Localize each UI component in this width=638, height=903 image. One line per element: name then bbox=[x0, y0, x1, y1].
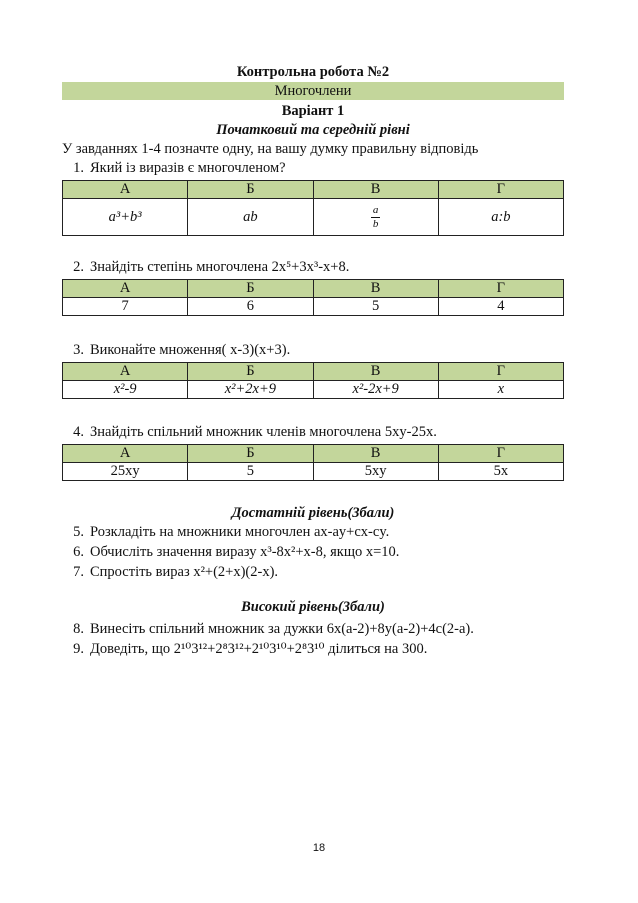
option-b-header: Б bbox=[188, 363, 313, 381]
option-a-answer: 7 bbox=[63, 298, 188, 316]
answer-table-1 bbox=[62, 180, 564, 236]
question-7 bbox=[62, 563, 278, 581]
option-d-answer: a:b bbox=[438, 199, 563, 236]
question-1 bbox=[62, 159, 286, 177]
option-a-header: А bbox=[63, 445, 188, 463]
level-high-heading: Високий рівень(3бали) bbox=[241, 599, 385, 615]
option-c-header: В bbox=[313, 445, 438, 463]
question-number: 5. bbox=[73, 524, 84, 540]
answer-header-row bbox=[63, 280, 564, 298]
answer-header-row bbox=[63, 445, 564, 463]
option-d-header: Г bbox=[438, 280, 563, 298]
option-d-answer: 5x bbox=[438, 463, 563, 481]
question-number: 6. bbox=[73, 544, 84, 560]
variant-label: Варіант 1 bbox=[281, 103, 345, 119]
option-b-answer: 6 bbox=[188, 298, 313, 316]
option-d-header: Г bbox=[438, 181, 563, 199]
question-number: 7. bbox=[73, 564, 84, 580]
question-3 bbox=[62, 341, 290, 359]
option-a-header: А bbox=[63, 363, 188, 381]
fraction-a-over-b: $\frac{a}{b}$ bbox=[372, 203, 379, 230]
question-text: Обчисліть значення виразу x³-8x²+x-8, якщо x=10. bbox=[90, 544, 400, 560]
option-b-answer: 5 bbox=[188, 463, 313, 481]
answer-row bbox=[63, 381, 564, 399]
option-a-header: А bbox=[63, 181, 188, 199]
question-text: Який із виразів є многочленом? bbox=[90, 160, 286, 176]
option-c-answer bbox=[313, 199, 438, 236]
answer-row bbox=[63, 463, 564, 481]
answer-table-3 bbox=[62, 362, 564, 399]
question-text: Виконайте множення( x-3)(x+3). bbox=[90, 342, 291, 358]
option-c-answer: 5xy bbox=[313, 463, 438, 481]
option-c-header: В bbox=[313, 181, 438, 199]
question-number: 2. bbox=[73, 259, 84, 275]
question-text: Доведіть, що 2¹⁰3¹²+2⁸3¹²+2¹⁰3¹⁰+2⁸3¹⁰ ділиться на 300. bbox=[90, 641, 428, 657]
question-number: 9. bbox=[73, 641, 84, 657]
question-text: Розкладіть на множники многочлен ax-ay+cx-cy. bbox=[90, 524, 390, 540]
page-number: 18 bbox=[312, 842, 326, 854]
question-text: Знайдіть спільний множник членів многочлена 5xy-25x. bbox=[90, 424, 437, 440]
question-9 bbox=[62, 640, 427, 658]
option-a-answer: 25xy bbox=[63, 463, 188, 481]
option-b-answer: ab bbox=[188, 199, 313, 236]
option-d-answer: x bbox=[438, 381, 563, 399]
question-4 bbox=[62, 423, 437, 441]
question-number: 8. bbox=[73, 621, 84, 637]
option-b-header: Б bbox=[188, 445, 313, 463]
option-a-answer: x²-9 bbox=[63, 381, 188, 399]
option-b-header: Б bbox=[188, 181, 313, 199]
option-a-header: А bbox=[63, 280, 188, 298]
question-text: Винесіть спільний множник за дужки 6x(a-2)+8y(a-2)+4c(2-a). bbox=[90, 621, 474, 637]
option-a-answer: a³+b³ bbox=[63, 199, 188, 236]
question-5 bbox=[62, 523, 389, 541]
option-c-answer: 5 bbox=[313, 298, 438, 316]
question-6 bbox=[62, 543, 399, 561]
test-title: Контрольна робота №2 bbox=[236, 64, 390, 80]
option-b-header: Б bbox=[188, 280, 313, 298]
instruction-text: У завданнях 1-4 позначте одну, на вашу думку правильну відповідь bbox=[62, 141, 479, 157]
option-d-header: Г bbox=[438, 445, 563, 463]
level-initial-heading: Початковий та середній рівні bbox=[216, 122, 410, 138]
question-text: Спростіть вираз x²+(2+x)(2-x). bbox=[90, 564, 279, 580]
question-number: 4. bbox=[73, 424, 84, 440]
option-c-header: В bbox=[313, 280, 438, 298]
question-8 bbox=[62, 620, 474, 638]
question-number: 1. bbox=[73, 160, 84, 176]
option-d-header: Г bbox=[438, 363, 563, 381]
question-text: Знайдіть степінь многочлена 2x⁵+3x³-x+8. bbox=[90, 259, 350, 275]
answer-header-row bbox=[63, 181, 564, 199]
option-c-header: В bbox=[313, 363, 438, 381]
answer-table-2 bbox=[62, 279, 564, 316]
level-sufficient-heading: Достатній рівень(3бали) bbox=[231, 505, 395, 521]
subject-banner: Многочлени bbox=[62, 82, 564, 100]
option-d-answer: 4 bbox=[438, 298, 563, 316]
question-2 bbox=[62, 258, 349, 276]
question-number: 3. bbox=[73, 342, 84, 358]
answer-row bbox=[63, 298, 564, 316]
answer-table-4 bbox=[62, 444, 564, 481]
option-b-answer: x²+2x+9 bbox=[188, 381, 313, 399]
answer-row bbox=[63, 199, 564, 236]
answer-header-row bbox=[63, 363, 564, 381]
option-c-answer: x²-2x+9 bbox=[313, 381, 438, 399]
